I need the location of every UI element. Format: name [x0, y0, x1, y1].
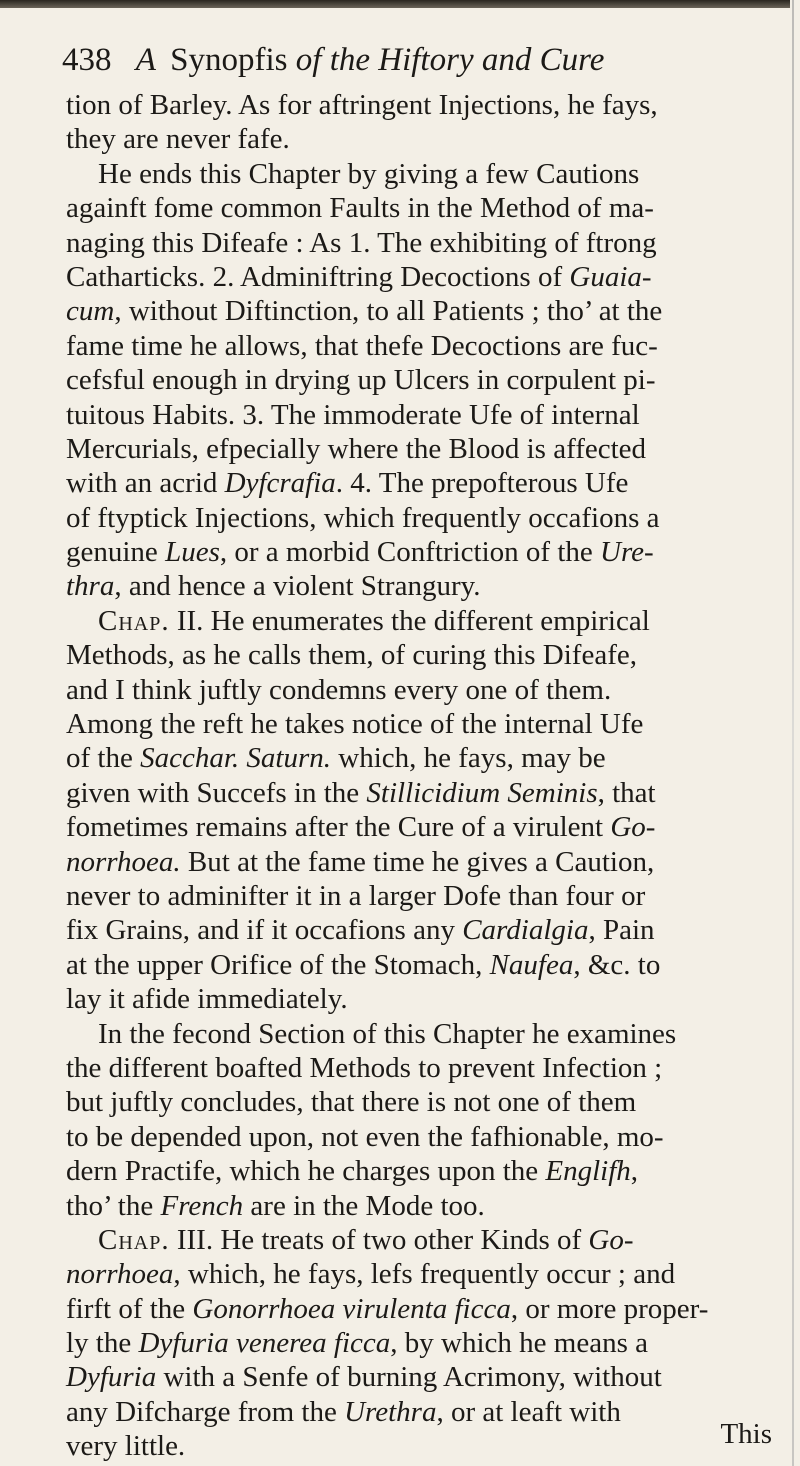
text-segment: , which, he fays, lefs frequently occur ; and — [173, 1258, 676, 1291]
text-line — [66, 466, 786, 500]
italic-text: Dyfuria — [66, 1361, 157, 1394]
text-segment: with an acrid — [66, 467, 225, 500]
text-line — [66, 569, 786, 603]
text-segment: Chap. — [98, 1223, 170, 1256]
text-segment: , without Diftinction, to all Patients ; tho’ at the — [114, 295, 663, 328]
text-segment: genuine — [66, 536, 166, 569]
text-segment: , or a morbid Conftriction of the — [219, 536, 601, 569]
text-segment: , or at leaft with — [436, 1395, 621, 1428]
text-segment: fame time he allows, that thefe Decoctions are fuc- — [66, 329, 658, 362]
text-segment: of the — [66, 742, 141, 775]
text-segment: of ftyptick Injections, which frequently occafions a — [66, 501, 660, 534]
italic-text: norrhoea. — [66, 845, 181, 878]
italic-text: Guaia- — [569, 260, 652, 293]
text-segment: are in the Mode too. — [243, 1189, 485, 1222]
italic-text: thra — [66, 570, 115, 603]
text-segment: to be depended upon, not even the fafhionable, mo- — [66, 1120, 664, 1153]
body-text — [66, 88, 786, 1464]
text-segment: they are never fafe. — [66, 123, 290, 156]
text-segment: the different boafted Methods to prevent Infection ; — [66, 1051, 663, 1084]
text-line — [66, 1051, 786, 1085]
text-segment: againft fome common Faults in the Method of ma- — [66, 192, 654, 225]
text-line — [66, 1395, 786, 1429]
italic-text: Go- — [588, 1223, 634, 1256]
text-segment: III. He treats of two other Kinds of — [169, 1223, 589, 1256]
text-line — [66, 1085, 786, 1119]
text-segment: But at the fame time he gives a Caution, — [180, 845, 655, 878]
text-line — [66, 638, 786, 672]
text-line — [66, 707, 786, 741]
italic-text: Dyfuria venerea ficca — [138, 1327, 391, 1360]
text-segment: dern Practife, which he charges upon the — [66, 1155, 546, 1188]
italic-text: Naufea — [489, 948, 574, 981]
italic-text: Urethra — [344, 1395, 437, 1428]
text-segment: naging this Difeafe : As 1. The exhibiting of ftrong — [66, 226, 657, 259]
text-segment: tion of Barley. As for aftringent Injections, he fays, — [66, 89, 658, 121]
text-line — [66, 982, 786, 1016]
text-line — [66, 191, 786, 225]
text-segment: Methods, as he calls them, of curing this Difeafe, — [66, 639, 637, 672]
text-segment: In the fecond Section of this Chapter he examines — [98, 1017, 677, 1050]
text-line — [66, 294, 786, 328]
text-line — [66, 1429, 786, 1463]
text-line — [66, 432, 786, 466]
italic-text: Lues — [165, 536, 220, 569]
text-line — [66, 363, 786, 397]
top-border — [0, 0, 790, 8]
text-segment: , Pain — [588, 914, 655, 947]
text-line — [66, 1292, 786, 1326]
text-line — [66, 810, 786, 844]
italic-text: Stillicidium Seminis — [366, 776, 598, 809]
text-segment: Among the reft he takes notice of the internal Ufe — [66, 708, 644, 741]
italic-text: Gonorrhoea virulenta ficca — [192, 1292, 511, 1325]
italic-text: Go- — [610, 811, 656, 844]
italic-text: norrhoea — [66, 1258, 174, 1291]
text-segment: firft of the — [66, 1292, 193, 1325]
header-title-roman: Synopfis — [170, 42, 288, 78]
text-line — [66, 1154, 786, 1188]
text-segment: given with Succefs in the — [66, 776, 367, 809]
text-segment: never to adminifter it in a larger Dofe than four or — [66, 879, 646, 912]
text-segment: cefsful enough in drying up Ulcers in corpulent pi- — [66, 364, 656, 397]
text-line — [66, 1189, 786, 1223]
text-line — [66, 88, 786, 122]
catchword: This — [720, 1418, 772, 1450]
text-segment: Chap. — [98, 604, 170, 637]
text-line — [66, 776, 786, 810]
text-line — [66, 157, 786, 191]
text-line — [66, 913, 786, 947]
text-segment: , or more proper- — [510, 1292, 709, 1325]
italic-text: Englifh — [545, 1155, 631, 1188]
text-line — [66, 1360, 786, 1394]
text-segment: fix Grains, and if it occafions any — [66, 914, 463, 947]
text-line — [66, 535, 786, 569]
italic-text: Sacchar. Saturn. — [140, 742, 332, 775]
italic-text: Ure- — [600, 536, 654, 569]
text-line — [66, 1326, 786, 1360]
text-line — [66, 1223, 786, 1257]
header-title-italic: of the Hiftory and Cure — [295, 42, 605, 78]
text-line — [66, 845, 786, 879]
text-segment: with a Senfe of burning Acrimony, without — [156, 1361, 662, 1394]
text-line — [66, 398, 786, 432]
text-line — [66, 1120, 786, 1154]
text-line — [66, 329, 786, 363]
text-line — [66, 501, 786, 535]
text-line — [66, 1017, 786, 1051]
text-segment: , — [630, 1155, 639, 1188]
text-line — [66, 260, 786, 294]
text-line — [66, 122, 786, 156]
text-segment: Mercurials, efpecially where the Blood is affected — [66, 432, 647, 465]
text-segment: Catharticks. 2. Adminiftring Decoctions of — [66, 260, 570, 293]
text-line — [66, 741, 786, 775]
text-segment: which, he fays, may be — [331, 742, 606, 775]
header-initial: A — [135, 42, 156, 78]
text-segment: , and hence a violent Strangury. — [114, 570, 481, 603]
text-segment: . 4. The prepofterous Ufe — [335, 467, 629, 500]
text-segment: at the upper Orifice of the Stomach, — [66, 948, 490, 981]
text-line — [66, 948, 786, 982]
running-header — [62, 42, 782, 92]
text-segment: very little. — [66, 1430, 186, 1463]
text-line — [66, 1257, 786, 1291]
text-segment: any Difcharge from the — [66, 1395, 345, 1428]
italic-text: French — [160, 1189, 244, 1222]
text-segment: but juftly concludes, that there is not one of them — [66, 1086, 637, 1119]
text-segment: and I think juftly condemns every one of them. — [66, 673, 612, 706]
text-segment: ly the — [66, 1327, 139, 1360]
text-segment: tho’ the — [66, 1189, 161, 1222]
text-segment: fometimes remains after the Cure of a virulent — [66, 811, 611, 844]
text-line — [66, 226, 786, 260]
text-segment: , &c. to — [573, 948, 661, 981]
page-edge — [792, 0, 794, 1466]
text-segment: lay it afide immediately. — [66, 983, 348, 1016]
text-segment: , that — [597, 776, 656, 809]
italic-text: Cardialgia — [462, 914, 589, 947]
italic-text: cum — [66, 295, 115, 328]
text-line — [66, 604, 786, 638]
text-segment: tuitous Habits. 3. The immoderate Ufe of internal — [66, 398, 640, 431]
text-segment: II. He enumerates the different empirical — [169, 604, 650, 637]
text-segment: , by which he means a — [390, 1327, 648, 1360]
text-segment: He ends this Chapter by giving a few Cautions — [98, 157, 640, 190]
italic-text: Dyfcrafia — [224, 467, 336, 500]
text-line — [66, 673, 786, 707]
text-line — [66, 879, 786, 913]
page-number: 438 — [62, 42, 112, 78]
